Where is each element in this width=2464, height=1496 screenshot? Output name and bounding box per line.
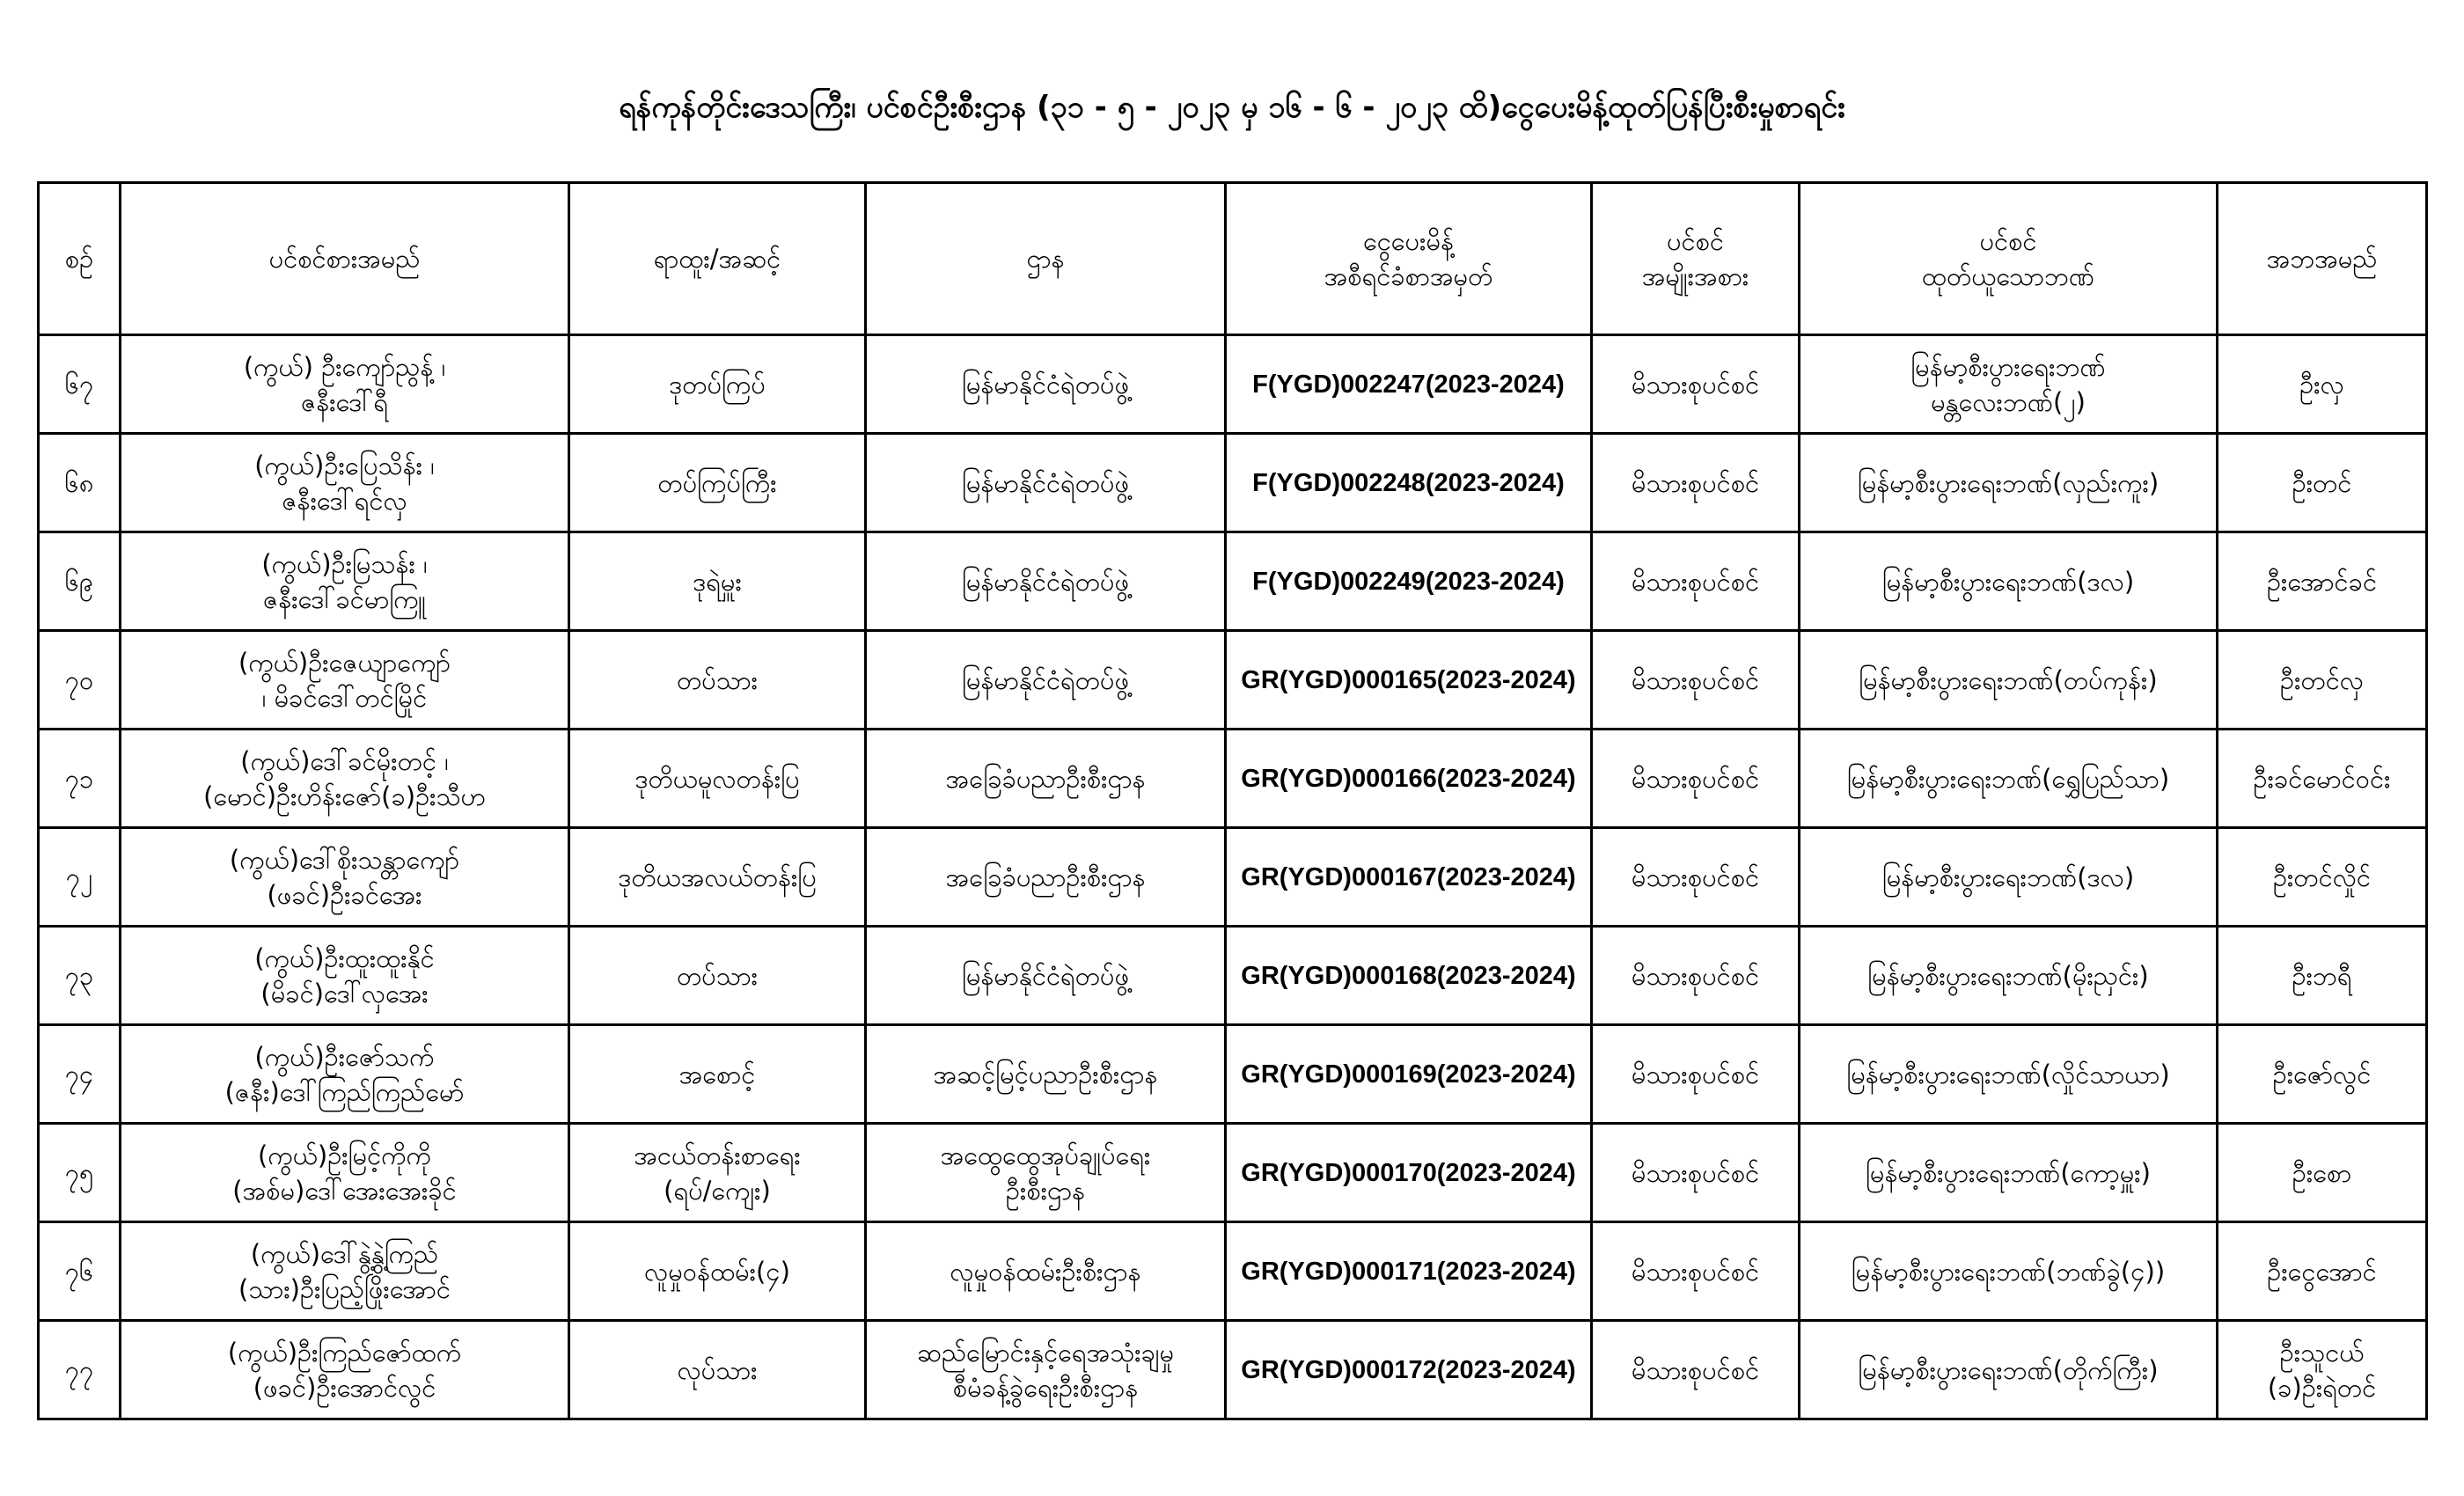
position-cell [569,927,866,1025]
cell-text-line: ငွေပေးမိန့် [1362,226,1455,256]
cell-text-line: GR(YGD)000171(2023-2024) [1241,1257,1576,1286]
cell-text-line: F(YGD)002249(2023-2024) [1252,567,1565,596]
payment-order-no-cell [1226,532,1592,631]
cell-text-line: တပ်သား [676,664,759,695]
pension-type-cell [1592,927,1800,1025]
father-name-cell [2218,1321,2427,1419]
table-row [39,335,2427,434]
table-row [39,1025,2427,1124]
payment-order-no-cell [1226,631,1592,730]
table-row [39,1222,2427,1321]
cell-text-line: GR(YGD)000172(2023-2024) [1241,1355,1576,1384]
department-cell [866,335,1226,434]
drawing-bank-cell [1800,335,2218,434]
position-cell [569,828,866,927]
cell-text-line: GR(YGD)000167(2023-2024) [1241,862,1576,891]
cell-text-line: မြန်မာနိုင်ငံရဲတပ်ဖွဲ့ [961,467,1130,498]
cell-text-line: အဆင့်မြင့်ပညာဦးစီးဌာန [933,1059,1158,1089]
cell-text-line: ဇနီးဒေါ်ခင်မာကြူ [263,583,426,614]
cell-text-line: မြန်မာ့စီးပွားရေးဘဏ်(တိုက်ကြီး) [1858,1354,2159,1385]
payment-order-no-cell [1226,1321,1592,1419]
serial-cell [39,335,121,434]
position-cell [569,631,866,730]
pensioner-name-cell [121,1222,569,1321]
cell-text-line: စဉ် [64,244,94,274]
cell-text-line: ဦးတင် [2292,467,2352,498]
father-name-cell [2218,631,2427,730]
header-pension-type [1592,183,1800,335]
cell-text-line: မြန်မာ့စီးပွားရေးဘဏ်(လှည်းကူး) [1857,467,2160,498]
cell-text-line: ဦးစီးဌာန [1005,1175,1086,1206]
cell-text-line: (ဖခင်)ဦးခင်အေး [267,879,422,910]
cell-text-line: အစောင့် [678,1059,756,1089]
cell-text-line: မိသားစုပင်စင် [1631,1256,1760,1287]
cell-text-line: စီမံခန့်ခွဲရေးဦးစီးဌာန [952,1372,1139,1403]
father-name-cell [2218,730,2427,828]
cell-text-line: (မောင်)ဦးဟိန်းဇော်(ခ)ဦးသီဟ [203,781,486,811]
cell-text-line: GR(YGD)000169(2023-2024) [1241,1060,1576,1089]
department-cell [866,631,1226,730]
department-cell [866,730,1226,828]
cell-text-line: အခြေခံပညာဦးစီးဌာန [945,862,1146,892]
pension-type-cell [1592,1222,1800,1321]
pensioner-name-cell [121,1025,569,1124]
cell-text-line: မြန်မာ့စီးပွားရေးဘဏ်(လှိုင်သာယာ) [1846,1059,2170,1089]
cell-text-line: ၇၅ [64,1157,94,1188]
table-body [39,335,2427,1419]
father-name-cell [2218,927,2427,1025]
drawing-bank-cell [1800,927,2218,1025]
cell-text-line: (ဖခင်)ဦးအောင်လွင် [253,1372,436,1403]
father-name-cell [2218,1124,2427,1222]
serial-cell [39,631,121,730]
cell-text-line: ဦးတင်လှ [2280,664,2364,695]
cell-text-line: ပင်စင် [1666,226,1725,256]
cell-text-line: အမျိုးအစား [1641,261,1749,291]
cell-text-line: မြန်မာ့စီးပွားရေးဘဏ်(ဒလ) [1881,566,2135,597]
department-cell [866,1124,1226,1222]
cell-text-line: မိသားစုပင်စင် [1631,960,1760,991]
father-name-cell [2218,1222,2427,1321]
cell-text-line: (ကွယ်)ဦးပြေသိန်း ၊ [254,450,435,480]
cell-text-line: GR(YGD)000170(2023-2024) [1241,1158,1576,1187]
pension-type-cell [1592,532,1800,631]
cell-text-line: လုပ်သား [677,1354,758,1385]
cell-text-line: (ကွယ်)ဦးဇော်သက် [254,1041,435,1072]
cell-text-line: မြန်မာနိုင်ငံရဲတပ်ဖွဲ့ [961,664,1130,695]
department-cell [866,927,1226,1025]
page-title: ရန်ကုန်တိုင်းဒေသကြီး၊ ပင်စင်ဦးစီးဌာန (၃၁ - ၅ - ၂၀၂၃ မှ ၁၆ - ၆ - ၂၀၂၃ ထိ)ငွေပေးမိန့်ထုတ်ပြန်ပြီးစီးမှုစာရင်း [619,90,1845,125]
cell-text-line: အငယ်တန်းစာရေး [634,1140,801,1170]
payment-order-no-cell [1226,1124,1592,1222]
pension-type-cell [1592,1124,1800,1222]
cell-text-line: မြန်မာ့စီးပွားရေးဘဏ်(တပ်ကုန်း) [1859,664,2158,695]
cell-text-line: GR(YGD)000165(2023-2024) [1241,665,1576,694]
cell-text-line: အစီရင်ခံစာအမှတ် [1324,261,1493,291]
cell-text-line: (မိခင်)ဒေါ်လှအေး [260,978,429,1008]
cell-text-line: (ကွယ်)ဦးထူးထူးနိုင် [254,942,435,973]
header-row [39,183,2427,335]
cell-text-line: တပ်သား [676,960,759,991]
cell-text-line: မိသားစုပင်စင် [1631,1354,1760,1385]
pension-type-cell [1592,335,1800,434]
cell-text-line: ဦးဇော်လွင် [2272,1059,2372,1089]
cell-text-line: မိသားစုပင်စင် [1631,566,1760,597]
cell-text-line: မိသားစုပင်စင် [1631,467,1760,498]
position-cell [569,1321,866,1419]
cell-text-line: ပင်စင် [1979,226,2037,256]
cell-text-line: ဦးငွေအောင် [2267,1256,2377,1287]
department-cell [866,1321,1226,1419]
cell-text-line: ဦးအောင်ခင် [2266,566,2378,597]
cell-text-line: အထွေထွေအုပ်ချုပ်ရေး [940,1140,1151,1170]
pensioner-name-cell [121,1321,569,1419]
cell-text-line: ဦးလှ [2299,369,2344,400]
cell-text-line: ၊ မိခင်ဒေါ်တင်မြိုင် [261,682,428,713]
cell-text-line: (ကွယ်)ဒေါ်ခင်မိုးတင့် ၊ [240,745,449,776]
department-cell [866,434,1226,532]
cell-text-line: ဒုတိယအလယ်တန်းပြ [618,862,817,892]
cell-text-line: ရာထူး/အဆင့် [653,244,781,274]
cell-text-line: ဆည်မြောင်းနှင့်ရေအသုံးချမှု [916,1337,1175,1368]
payment-order-no-cell [1226,927,1592,1025]
cell-text-line: လူမှုဝန်ထမ်း(၄) [644,1256,790,1287]
department-cell [866,1222,1226,1321]
pensioner-name-cell [121,434,569,532]
cell-text-line: မြန်မာနိုင်ငံရဲတပ်ဖွဲ့ [961,369,1130,400]
pension-type-cell [1592,730,1800,828]
cell-text-line: (ရပ်/ကျေး) [664,1175,771,1206]
cell-text-line: ၇၃ [64,960,94,991]
cell-text-line: (ကွယ်) ဦးကျော်ညွန့် ၊ [243,351,446,382]
cell-text-line: ဦးတင်လှိုင် [2272,862,2372,892]
cell-text-line: ဦးသူငယ် [2279,1337,2365,1368]
header-position [569,183,866,335]
father-name-cell [2218,532,2427,631]
cell-text-line: ဦးစော [2292,1157,2352,1188]
cell-text-line: ၇၄ [64,1059,94,1089]
cell-text-line: မိသားစုပင်စင် [1631,664,1760,695]
cell-text-line: (သား)ဦးပြည့်ဖြိုးအောင် [238,1273,451,1304]
cell-text-line: (ကွယ်)ဦးကြည်ဇော်ထက် [227,1337,462,1368]
table-row [39,828,2427,927]
serial-cell [39,1124,121,1222]
father-name-cell [2218,1025,2427,1124]
cell-text-line: တပ်ကြပ်ကြီး [657,467,777,498]
cell-text-line: ၆၉ [64,566,94,597]
cell-text-line: (အစ်မ)ဒေါ်အေးအေးခိုင် [232,1175,457,1206]
department-cell [866,532,1226,631]
cell-text-line: လူမှုဝန်ထမ်းဦးစီးဌာန [950,1256,1141,1287]
cell-text-line: ဒုတပ်ကြပ် [669,369,766,400]
position-cell [569,730,866,828]
cell-text-line: မန္တလေးဘဏ်(၂) [1931,386,2086,417]
cell-text-line: ၇၇ [64,1354,94,1385]
header-payment-order-no [1226,183,1592,335]
pension-payment-table [37,181,2428,1420]
cell-text-line: ၇၆ [64,1256,94,1287]
cell-text-line: ဇနီးဒေါ်ရင်လှ [282,485,407,516]
table-row [39,532,2427,631]
cell-text-line: (ကွယ်)ဦးမြင့်ကိုကို [258,1140,431,1170]
cell-text-line: ၆၈ [64,467,94,498]
pensioner-name-cell [121,828,569,927]
payment-order-no-cell [1226,1222,1592,1321]
serial-cell [39,434,121,532]
cell-text-line: မိသားစုပင်စင် [1631,369,1760,400]
position-cell [569,1124,866,1222]
cell-text-line: F(YGD)002248(2023-2024) [1252,468,1565,497]
serial-cell [39,1222,121,1321]
table-row [39,631,2427,730]
cell-text-line: ၇၂ [65,862,93,892]
father-name-cell [2218,335,2427,434]
drawing-bank-cell [1800,631,2218,730]
cell-text-line: ပင်စင်စားအမည် [268,244,421,274]
serial-cell [39,1025,121,1124]
father-name-cell [2218,828,2427,927]
position-cell [569,1222,866,1321]
position-cell [569,335,866,434]
cell-text-line: ဦးခင်မောင်ဝင်း [2253,763,2391,794]
drawing-bank-cell [1800,1124,2218,1222]
header-department [866,183,1226,335]
cell-text-line: (ကွယ်)ဦးဇေယျာကျော် [238,647,451,678]
payment-order-no-cell [1226,828,1592,927]
cell-text-line: (ဇနီး)ဒေါ်ကြည်ကြည်မော် [224,1076,465,1107]
cell-text-line: ဒုရဲမှူး [693,566,742,597]
header-pensioner-name [121,183,569,335]
pension-type-cell [1592,828,1800,927]
drawing-bank-cell [1800,434,2218,532]
header-serial [39,183,121,335]
cell-text-line: ၇၀ [64,664,94,695]
serial-cell [39,730,121,828]
cell-text-line: GR(YGD)000168(2023-2024) [1241,961,1576,990]
cell-text-line: ဦးဘရီ [2292,960,2352,991]
cell-text-line: မြန်မာ့စီးပွားရေးဘဏ်(ဒလ) [1881,862,2135,892]
cell-text-line: (ကွယ်)ဒေါ်နွဲ့နွဲ့ကြည် [250,1238,439,1269]
serial-cell [39,532,121,631]
cell-text-line: အဘအမည် [2266,244,2378,274]
pensioner-name-cell [121,927,569,1025]
pensioner-name-cell [121,631,569,730]
cell-text-line: (ကွယ်)ဒေါ်စိုးသန္တာကျော် [229,844,460,875]
cell-text-line: မြန်မာနိုင်ငံရဲတပ်ဖွဲ့ [961,566,1130,597]
payment-order-no-cell [1226,335,1592,434]
drawing-bank-cell [1800,1222,2218,1321]
father-name-cell [2218,434,2427,532]
payment-order-no-cell [1226,730,1592,828]
cell-text-line: GR(YGD)000166(2023-2024) [1241,764,1576,793]
table-row [39,730,2427,828]
table-row [39,1124,2427,1222]
pensioner-name-cell [121,532,569,631]
drawing-bank-cell [1800,730,2218,828]
pensioner-name-cell [121,1124,569,1222]
pensioner-name-cell [121,335,569,434]
cell-text-line: ဇနီးဒေါ်ရီ [300,386,389,417]
cell-text-line: အခြေခံပညာဦးစီးဌာန [945,763,1146,794]
cell-text-line: မြန်မာ့စီးပွားရေးဘဏ် [1910,351,2106,382]
cell-text-line: မြန်မာ့စီးပွားရေးဘဏ်(မိုးညှင်း) [1867,960,2149,991]
cell-text-line: ထုတ်ယူသောဘဏ် [1921,261,2095,291]
department-cell [866,1025,1226,1124]
position-cell [569,532,866,631]
cell-text-line: မြန်မာ့စီးပွားရေးဘဏ်(ကော့မှူး) [1866,1157,2151,1188]
cell-text-line: မိသားစုပင်စင် [1631,1059,1760,1089]
cell-text-line: (ကွယ်)ဦးမြသန်း ၊ [261,548,428,579]
cell-text-line: F(YGD)002247(2023-2024) [1252,370,1565,399]
payment-order-no-cell [1226,1025,1592,1124]
position-cell [569,434,866,532]
table-row [39,1321,2427,1419]
cell-text-line: မိသားစုပင်စင် [1631,862,1760,892]
position-cell [569,1025,866,1124]
cell-text-line: ၇၁ [64,763,94,794]
pension-type-cell [1592,1025,1800,1124]
drawing-bank-cell [1800,1025,2218,1124]
header-father-name [2218,183,2427,335]
pensioner-name-cell [121,730,569,828]
drawing-bank-cell [1800,1321,2218,1419]
drawing-bank-cell [1800,828,2218,927]
cell-text-line: မိသားစုပင်စင် [1631,763,1760,794]
cell-text-line: မြန်မာ့စီးပွားရေးဘဏ်(ဘဏ်ခွဲ(၄)) [1851,1256,2166,1287]
cell-text-line: မိသားစုပင်စင် [1631,1157,1760,1188]
department-cell [866,828,1226,927]
cell-text-line: ဒုတိယမူလတန်းပြ [634,763,800,794]
table-row [39,434,2427,532]
drawing-bank-cell [1800,532,2218,631]
pension-type-cell [1592,631,1800,730]
serial-cell [39,828,121,927]
serial-cell [39,927,121,1025]
cell-text-line: မြန်မာ့စီးပွားရေးဘဏ်(ရွှေပြည်သာ) [1846,763,2170,794]
header-drawing-bank [1800,183,2218,335]
serial-cell [39,1321,121,1419]
cell-text-line: (ခ)ဦးရဲတင် [2267,1372,2377,1403]
cell-text-line: ဌာန [1026,244,1065,274]
payment-order-no-cell [1226,434,1592,532]
cell-text-line: မြန်မာနိုင်ငံရဲတပ်ဖွဲ့ [961,960,1130,991]
table-row [39,927,2427,1025]
cell-text-line: ၆၇ [64,369,94,400]
pension-type-cell [1592,434,1800,532]
pension-type-cell [1592,1321,1800,1419]
